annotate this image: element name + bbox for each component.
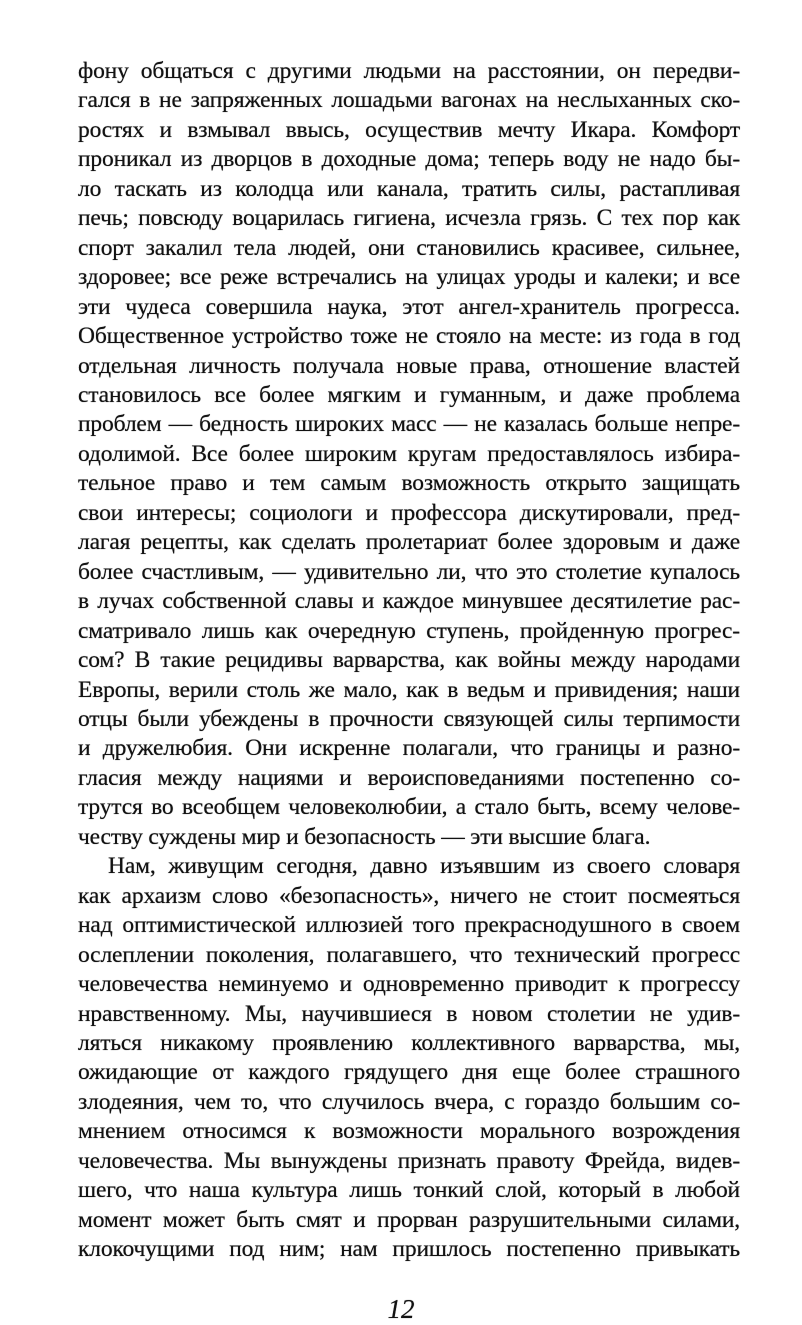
- text-line: одолимой. Все более широким кругам предоставлялось избира-: [78, 440, 740, 467]
- text-line: ло таскать из колодца или канала, тратить силы, растапливая: [78, 175, 740, 202]
- text-line: сом? В такие рецидивы варварства, как войны между народами: [78, 647, 740, 674]
- text-line: становилось все более мягким и гуманным, и даже проблема: [78, 381, 740, 408]
- text-line: спорт закалил тела людей, они становились красивее, сильнее,: [78, 234, 740, 261]
- text-line: гался в не запряженных лошадьми вагонах на неслыханных ско-: [78, 87, 740, 114]
- text-line: Общественное устройство тоже не стояло на месте: из года в год: [78, 323, 740, 350]
- text-line: клокочущими под ним; нам пришлось постепенно привыкать: [78, 1236, 740, 1263]
- text-line: более счастливым, — удивительно ли, что это столетие купалось: [78, 558, 740, 585]
- text-line: сматривало лишь как очередную ступень, пройденную прогрес-: [78, 617, 740, 644]
- text-line: гласия между нациями и вероисповеданиями постепенно со-: [78, 764, 740, 791]
- text-line: трутся во всеобщем человеколюбии, а стало быть, всему челове-: [78, 794, 740, 821]
- text-line: ростях и взмывал ввысь, осуществив мечту Икара. Комфорт: [78, 116, 740, 143]
- text-line: проблем — бедность широких масс — не казалась больше непре-: [78, 411, 740, 438]
- text-line: проникал из дворцов в доходные дома; теперь воду не надо бы-: [78, 146, 740, 173]
- text-line: отдельная личность получала новые права, отношение властей: [78, 352, 740, 379]
- paragraph: [78, 57, 740, 852]
- text-line: как архаизм слово «безопасность», ничего не стоит посмеяться: [78, 882, 740, 909]
- text-line: злодеяния, чем то, что случилось вчера, с гораздо большим со-: [78, 1088, 740, 1115]
- text-line: над оптимистической иллюзией того прекраснодушного в своем: [78, 912, 740, 939]
- text-line: шего, что наша культура лишь тонкий слой, который в любой: [78, 1177, 740, 1204]
- text-line: в лучах собственной славы и каждое минувшее десятилетие рас-: [78, 588, 740, 615]
- text-line: и дружелюбия. Они искренне полагали, что границы и разно-: [78, 735, 740, 762]
- text-line: свои интересы; социологи и профессора дискутировали, пред-: [78, 499, 740, 526]
- text-line: ляться никакому проявлению коллективного варварства, мы,: [78, 1029, 740, 1056]
- text-line: фону общаться с другими людьми на расстоянии, он передви-: [78, 58, 740, 84]
- page-number: 12: [387, 1293, 415, 1324]
- text-line: честву суждены мир и безопасность — эти высшие блага.: [78, 823, 651, 850]
- text-line: лагая рецепты, как сделать пролетариат более здоровым и даже: [78, 529, 740, 556]
- text-line: Нам, живущим сегодня, давно изъявшим из своего словаря: [108, 853, 740, 880]
- text-line: ожидающие от каждого грядущего дня еще более страшного: [78, 1059, 740, 1086]
- text-line: печь; повсюду воцарилась гигиена, исчезла грязь. С тех пор как: [78, 205, 740, 232]
- text-line: человечества. Мы вынуждены признать правоту Фрейда, видев-: [78, 1147, 740, 1174]
- text-line: ослеплении поколения, полагавшего, что технический прогресс: [78, 941, 740, 968]
- body-text: [78, 57, 740, 1265]
- text-line: отцы были убеждены в прочности связующей силы терпимости: [78, 705, 740, 732]
- text-line: мнением относимся к возможности морального возрождения: [78, 1118, 740, 1145]
- text-line: момент может быть смят и прорван разрушительными силами,: [78, 1206, 740, 1233]
- text-line: Европы, верили столь же мало, как в ведьм и привидения; наши: [78, 676, 740, 703]
- text-line: человечества неминуемо и одновременно приводит к прогрессу: [78, 971, 740, 998]
- text-line: нравственному. Мы, научившиеся в новом столетии не удив-: [78, 1000, 740, 1027]
- text-line: тельное право и тем самым возможность открыто защищать: [78, 470, 740, 497]
- text-line: эти чудеса совершила наука, этот ангел-хранитель прогресса.: [78, 293, 740, 320]
- text-line: здоровее; все реже встречались на улицах уроды и калеки; и все: [78, 264, 740, 291]
- paragraph: [78, 852, 740, 1264]
